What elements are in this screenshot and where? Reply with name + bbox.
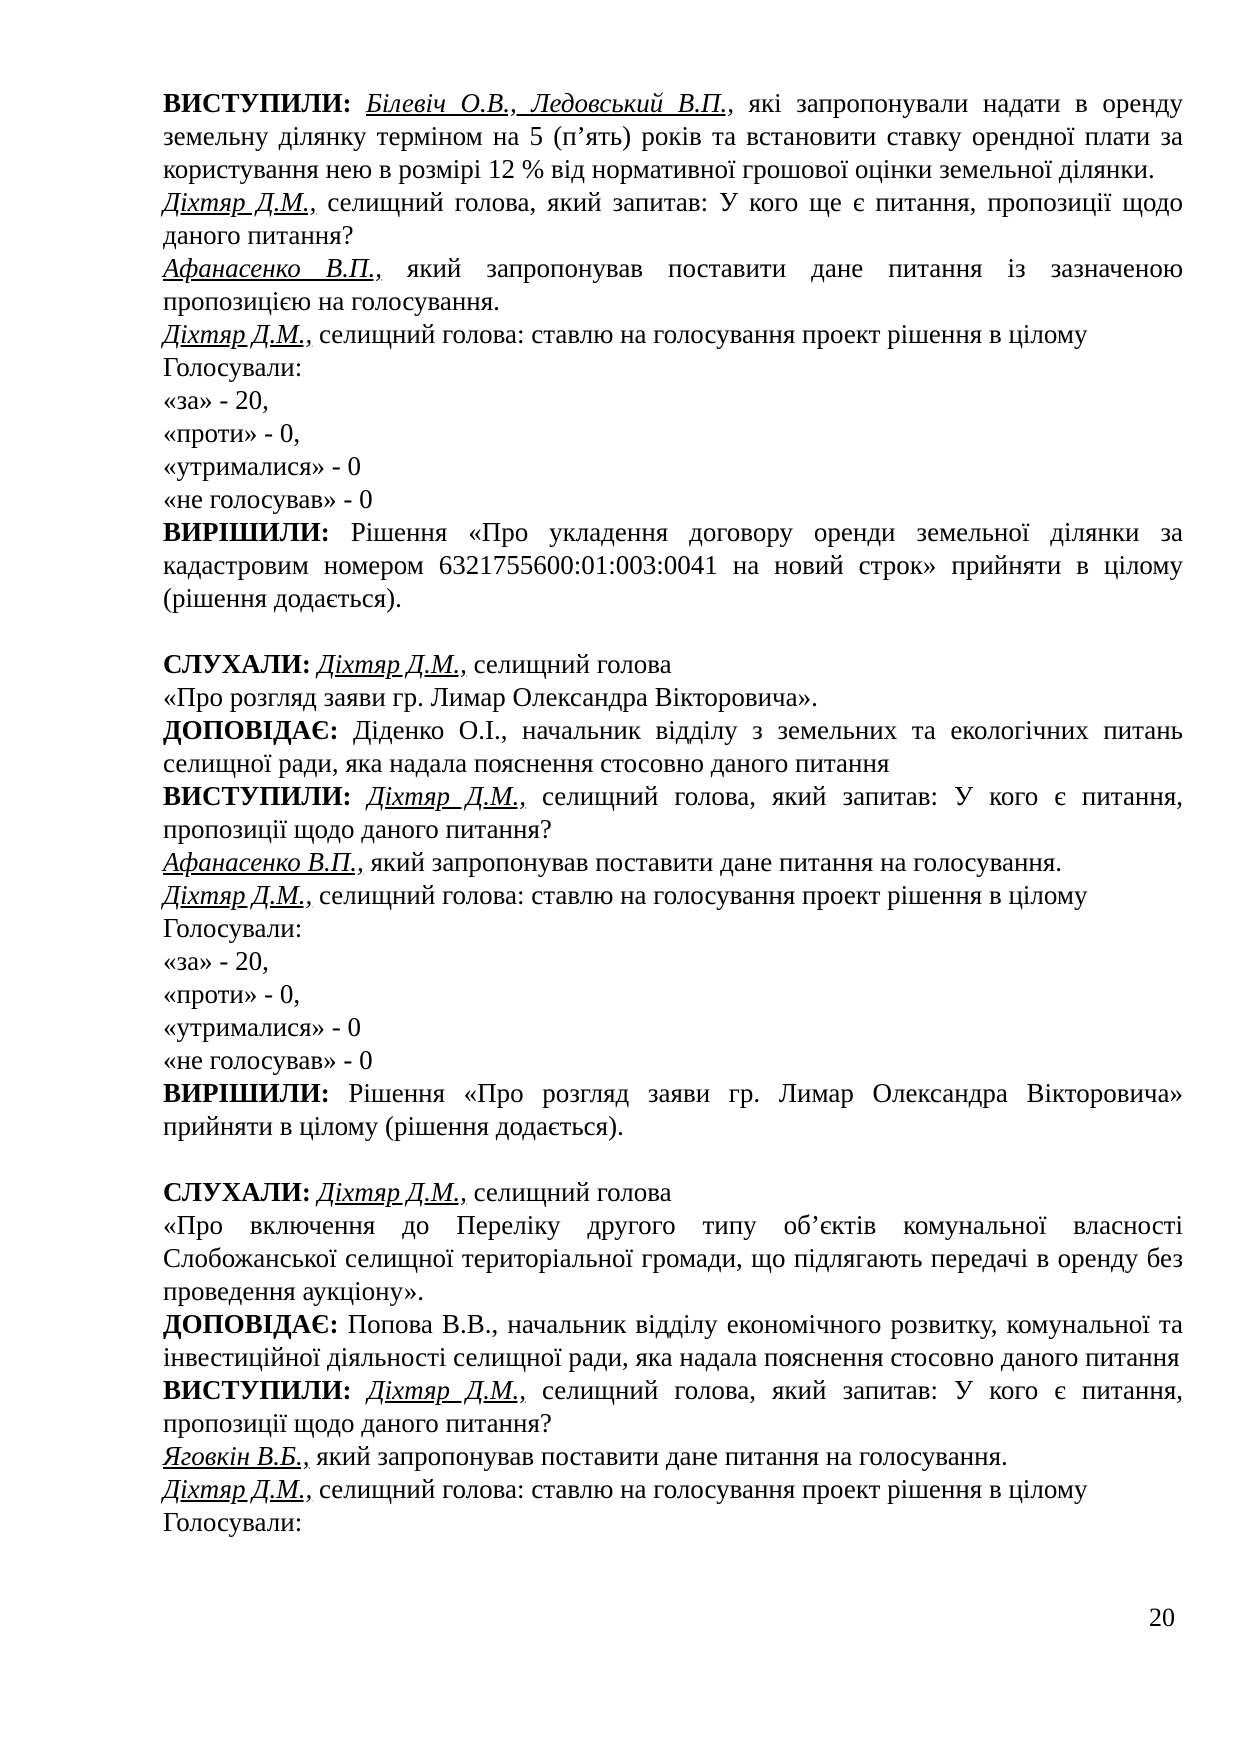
person-name: Афанасенко В.П., xyxy=(163,847,364,877)
paragraph xyxy=(163,1209,1183,1308)
person-name: Діхтяр Д.М., xyxy=(317,1177,467,1207)
paragraph-text: селищний голова xyxy=(466,649,672,679)
section-gap xyxy=(163,1143,1183,1176)
section-gap xyxy=(163,615,1183,648)
paragraph xyxy=(163,978,1183,1011)
paragraph-text: «утрималися» - 0 xyxy=(163,451,362,481)
paragraph-text: селищний голова: ставлю на голосування проект рішення в цілому xyxy=(312,319,1088,349)
paragraph xyxy=(163,912,1183,945)
paragraph xyxy=(163,450,1183,483)
paragraph xyxy=(163,846,1183,879)
paragraph xyxy=(163,1308,1183,1374)
paragraph xyxy=(163,384,1183,417)
paragraph-text: Діденко О.І., начальник відділу з земельних та екологічних питань селищної ради, яка надала пояснення стосовно даного питання xyxy=(163,715,1183,778)
paragraph-text: селищний голова: ставлю на голосування проект рішення в цілому xyxy=(312,1474,1088,1504)
paragraph xyxy=(163,1011,1183,1044)
paragraph-text: «Про включення до Переліку другого типу об’єктів комунальної власності Слобожанської селищної територіальної громади, що підлягають передачі в оренду без проведення аукціону». xyxy=(163,1210,1183,1306)
paragraph-text: «за» - 20, xyxy=(163,946,269,976)
paragraph-text: які запропонували надати в оренду земельну ділянку терміном на 5 (п’ять) років та встановити ставку орендної плати за користування нею в розмірі 12 % від нормативної грошової оцінки земельної ділянки. xyxy=(163,88,1184,184)
paragraph xyxy=(163,1044,1183,1077)
paragraph xyxy=(163,780,1183,846)
paragraph xyxy=(163,1440,1183,1473)
paragraph-text: який запропонував поставити дане питання на голосування. xyxy=(309,1441,1008,1471)
section-keyword: ДОПОВІДАЄ: xyxy=(163,1309,348,1339)
paragraph-text: «проти» - 0, xyxy=(163,979,301,1009)
person-name: Діхтяр Д.М., xyxy=(163,880,313,910)
paragraph-text: Рішення «Про розгляд заяви гр. Лимар Олександра Вікторовича» прийняти в цілому (рішення додається). xyxy=(163,1078,1183,1141)
person-name: Діхтяр Д.М., xyxy=(367,781,526,811)
paragraph-text: селищний голова: ставлю на голосування проект рішення в цілому xyxy=(312,880,1088,910)
paragraph xyxy=(163,186,1183,252)
paragraph-text: Рішення «Про укладення договору оренди земельної ділянки за кадастровим номером 6321755600:01:003:0041 на новий строк» прийняти в цілому (рішення додається). xyxy=(163,517,1183,613)
page-number: 20 xyxy=(1149,1603,1175,1632)
paragraph-text: селищний голова, який запитав: У кого є питання, пропозиції щодо даного питання? xyxy=(163,781,1183,844)
paragraph-text: Попова В.В., начальник відділу економічного розвитку, комунальної та інвестиційної діяльності селищної ради, яка надала пояснення стосовно даного питання xyxy=(163,1309,1183,1372)
section-keyword: ВИСТУПИЛИ: xyxy=(163,781,368,811)
paragraph-text: «проти» - 0, xyxy=(163,418,301,448)
person-name: Діхтяр Д.М., xyxy=(367,1375,526,1405)
paragraph-text: який запропонував поставити дане питання із зазначеною пропозицією на голосування. xyxy=(163,253,1183,316)
section-keyword: СЛУХАЛИ: xyxy=(163,649,318,679)
paragraph xyxy=(163,1506,1183,1539)
section-keyword: ВИСТУПИЛИ: xyxy=(163,1375,368,1405)
person-name: Діхтяр Д.М., xyxy=(317,649,467,679)
paragraph xyxy=(163,681,1183,714)
paragraph xyxy=(163,879,1183,912)
paragraph xyxy=(163,714,1183,780)
paragraph-text: Голосували: xyxy=(163,913,303,943)
paragraph xyxy=(163,252,1183,318)
person-name: Афанасенко В.П., xyxy=(163,253,382,283)
section-keyword: ВИРІШИЛИ: xyxy=(163,517,351,547)
paragraph-text: «не голосував» - 0 xyxy=(163,1045,373,1075)
paragraph-text: селищний голова xyxy=(466,1177,672,1207)
paragraph-text: селищний голова, який запитав: У кого є питання, пропозиції щодо даного питання? xyxy=(163,1375,1183,1438)
paragraph-text: «Про розгляд заяви гр. Лимар Олександра Вікторовича». xyxy=(163,682,818,712)
person-name: Діхтяр Д.М., xyxy=(163,319,313,349)
section-keyword: ДОПОВІДАЄ: xyxy=(163,715,353,745)
person-name: Білевіч О.В., Ледовський В.П., xyxy=(365,88,735,118)
paragraph-text: «не голосував» - 0 xyxy=(163,484,373,514)
paragraph xyxy=(163,318,1183,351)
section-keyword: ВИРІШИЛИ: xyxy=(163,1078,349,1108)
paragraph-text: Голосували: xyxy=(163,352,303,382)
paragraph xyxy=(163,1176,1183,1209)
person-name: Діхтяр Д.М., xyxy=(163,1474,313,1504)
paragraph xyxy=(163,1077,1183,1143)
paragraph xyxy=(163,417,1183,450)
paragraph xyxy=(163,1374,1183,1440)
paragraph xyxy=(163,648,1183,681)
paragraph-text: «за» - 20, xyxy=(163,385,269,415)
person-name: Діхтяр Д.М., xyxy=(163,187,317,217)
paragraph xyxy=(163,1473,1183,1506)
paragraph xyxy=(163,351,1183,384)
paragraph xyxy=(163,483,1183,516)
paragraph xyxy=(163,945,1183,978)
paragraph xyxy=(163,516,1183,615)
section-keyword: ВИСТУПИЛИ: xyxy=(163,88,366,118)
paragraph-text: Голосували: xyxy=(163,1507,303,1537)
paragraph xyxy=(163,87,1183,186)
paragraph-text: «утрималися» - 0 xyxy=(163,1012,362,1042)
person-name: Яговкін В.Б., xyxy=(163,1441,310,1471)
paragraph-text: який запропонував поставити дане питання на голосування. xyxy=(363,847,1063,877)
paragraph-text: селищний голова, який запитав: У кого ще є питання, пропозиції щодо даного питання? xyxy=(163,187,1183,250)
document-body xyxy=(163,87,1183,1539)
section-keyword: СЛУХАЛИ: xyxy=(163,1177,318,1207)
